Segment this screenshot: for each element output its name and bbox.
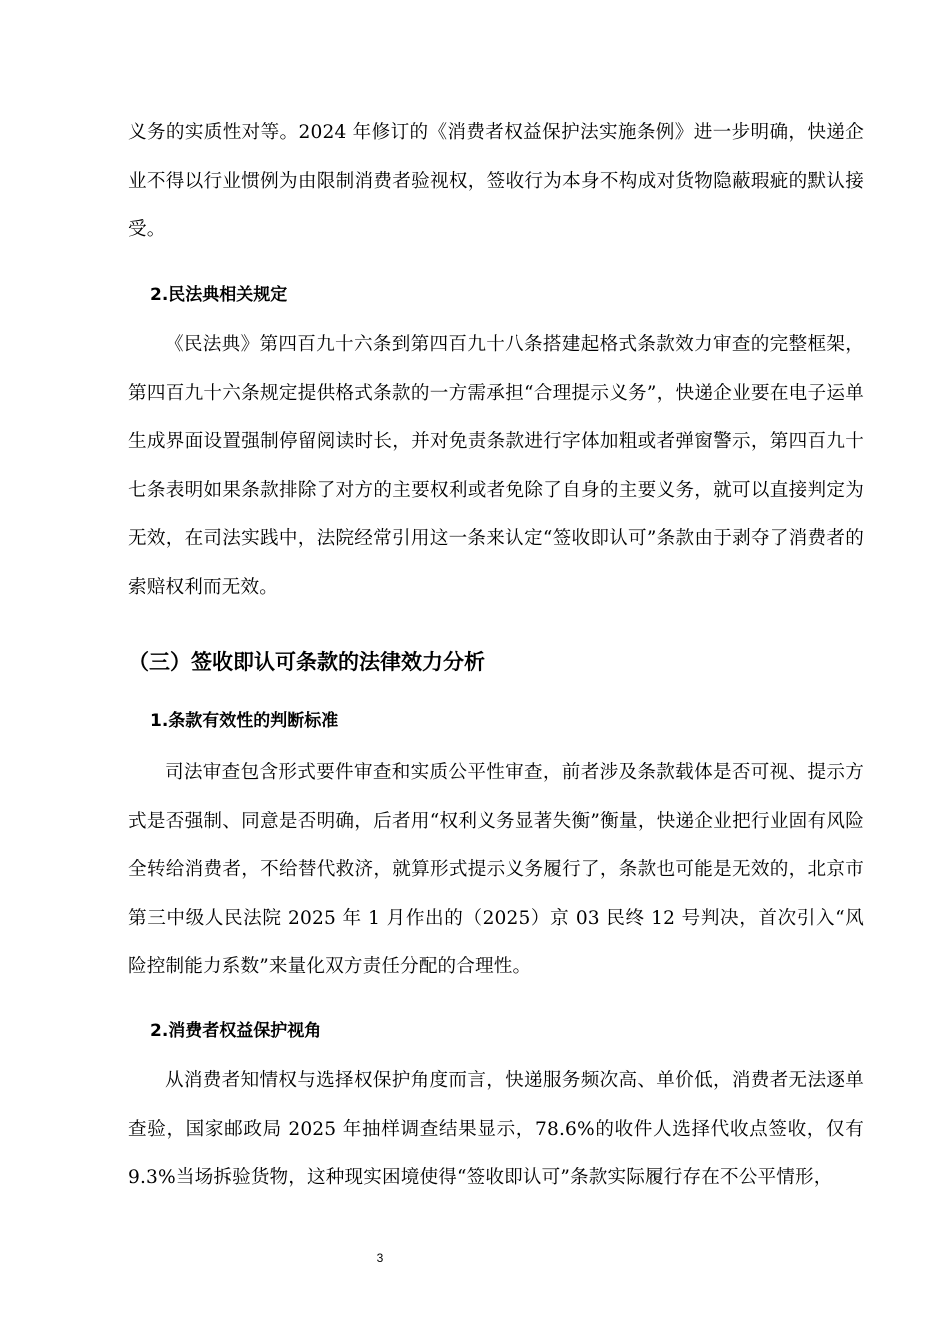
section-heading-legal-effect: （三）签收即认可条款的法律效力分析	[128, 650, 485, 674]
subheading-validity-standard: 1.条款有效性的判断标准	[150, 711, 339, 731]
page-number: 3	[376, 1251, 384, 1265]
paragraph-validity-standard: 司法审查包含形式要件审查和实质公平性审查，前者涉及条款载体是否可视、提示方式是否强制、同意是否明确，后者用“权利义务显著失衡”衡量，快递企业把行业固有风险全转给消费者，不给替代救济，就算形式提示义务履行了，条款也可能是无效的，北京市第三中级人民法院 2025 年 1 月作出的（2025）京 03 民终 12 号判决，首次引入“风险控制能力系数”来量化双方责任分配的合理性。	[128, 762, 864, 978]
paragraph-civil-code: 《民法典》第四百九十六条到第四百九十八条搭建起格式条款效力审查的完整框架，第四百九十六条规定提供格式条款的一方需承担“合理提示义务”，快递企业要在电子运单生成界面设置强制停留阅读时长，并对免责条款进行字体加粗或者弹窗警示，第四百九十七条表明如果条款排除了对方的主要权利或者免除了自身的主要义务，就可以直接判定为无效，在司法实践中，法院经常引用这一条来认定“签收即认可”条款由于剥夺了消费者的索赔权利而无效。	[128, 334, 864, 598]
subheading-consumer-perspective: 2.消费者权益保护视角	[150, 1021, 322, 1041]
paragraph-continued: 义务的实质性对等。2024 年修订的《消费者权益保护法实施条例》进一步明确，快递企业不得以行业惯例为由限制消费者验视权，签收行为本身不构成对货物隐蔽瑕疵的默认接受。	[128, 122, 864, 241]
subheading-civil-code: 2.民法典相关规定	[150, 285, 288, 305]
paragraph-consumer-perspective: 从消费者知情权与选择权保护角度而言，快递服务频次高、单价低，消费者无法逐单查验，国家邮政局 2025 年抽样调查结果显示，78.6%的收件人选择代收点签收，仅有 9.3%当场拆验货物，这种现实困境使得“签收即认可”条款实际履行存在不公平情形，	[128, 1070, 864, 1189]
